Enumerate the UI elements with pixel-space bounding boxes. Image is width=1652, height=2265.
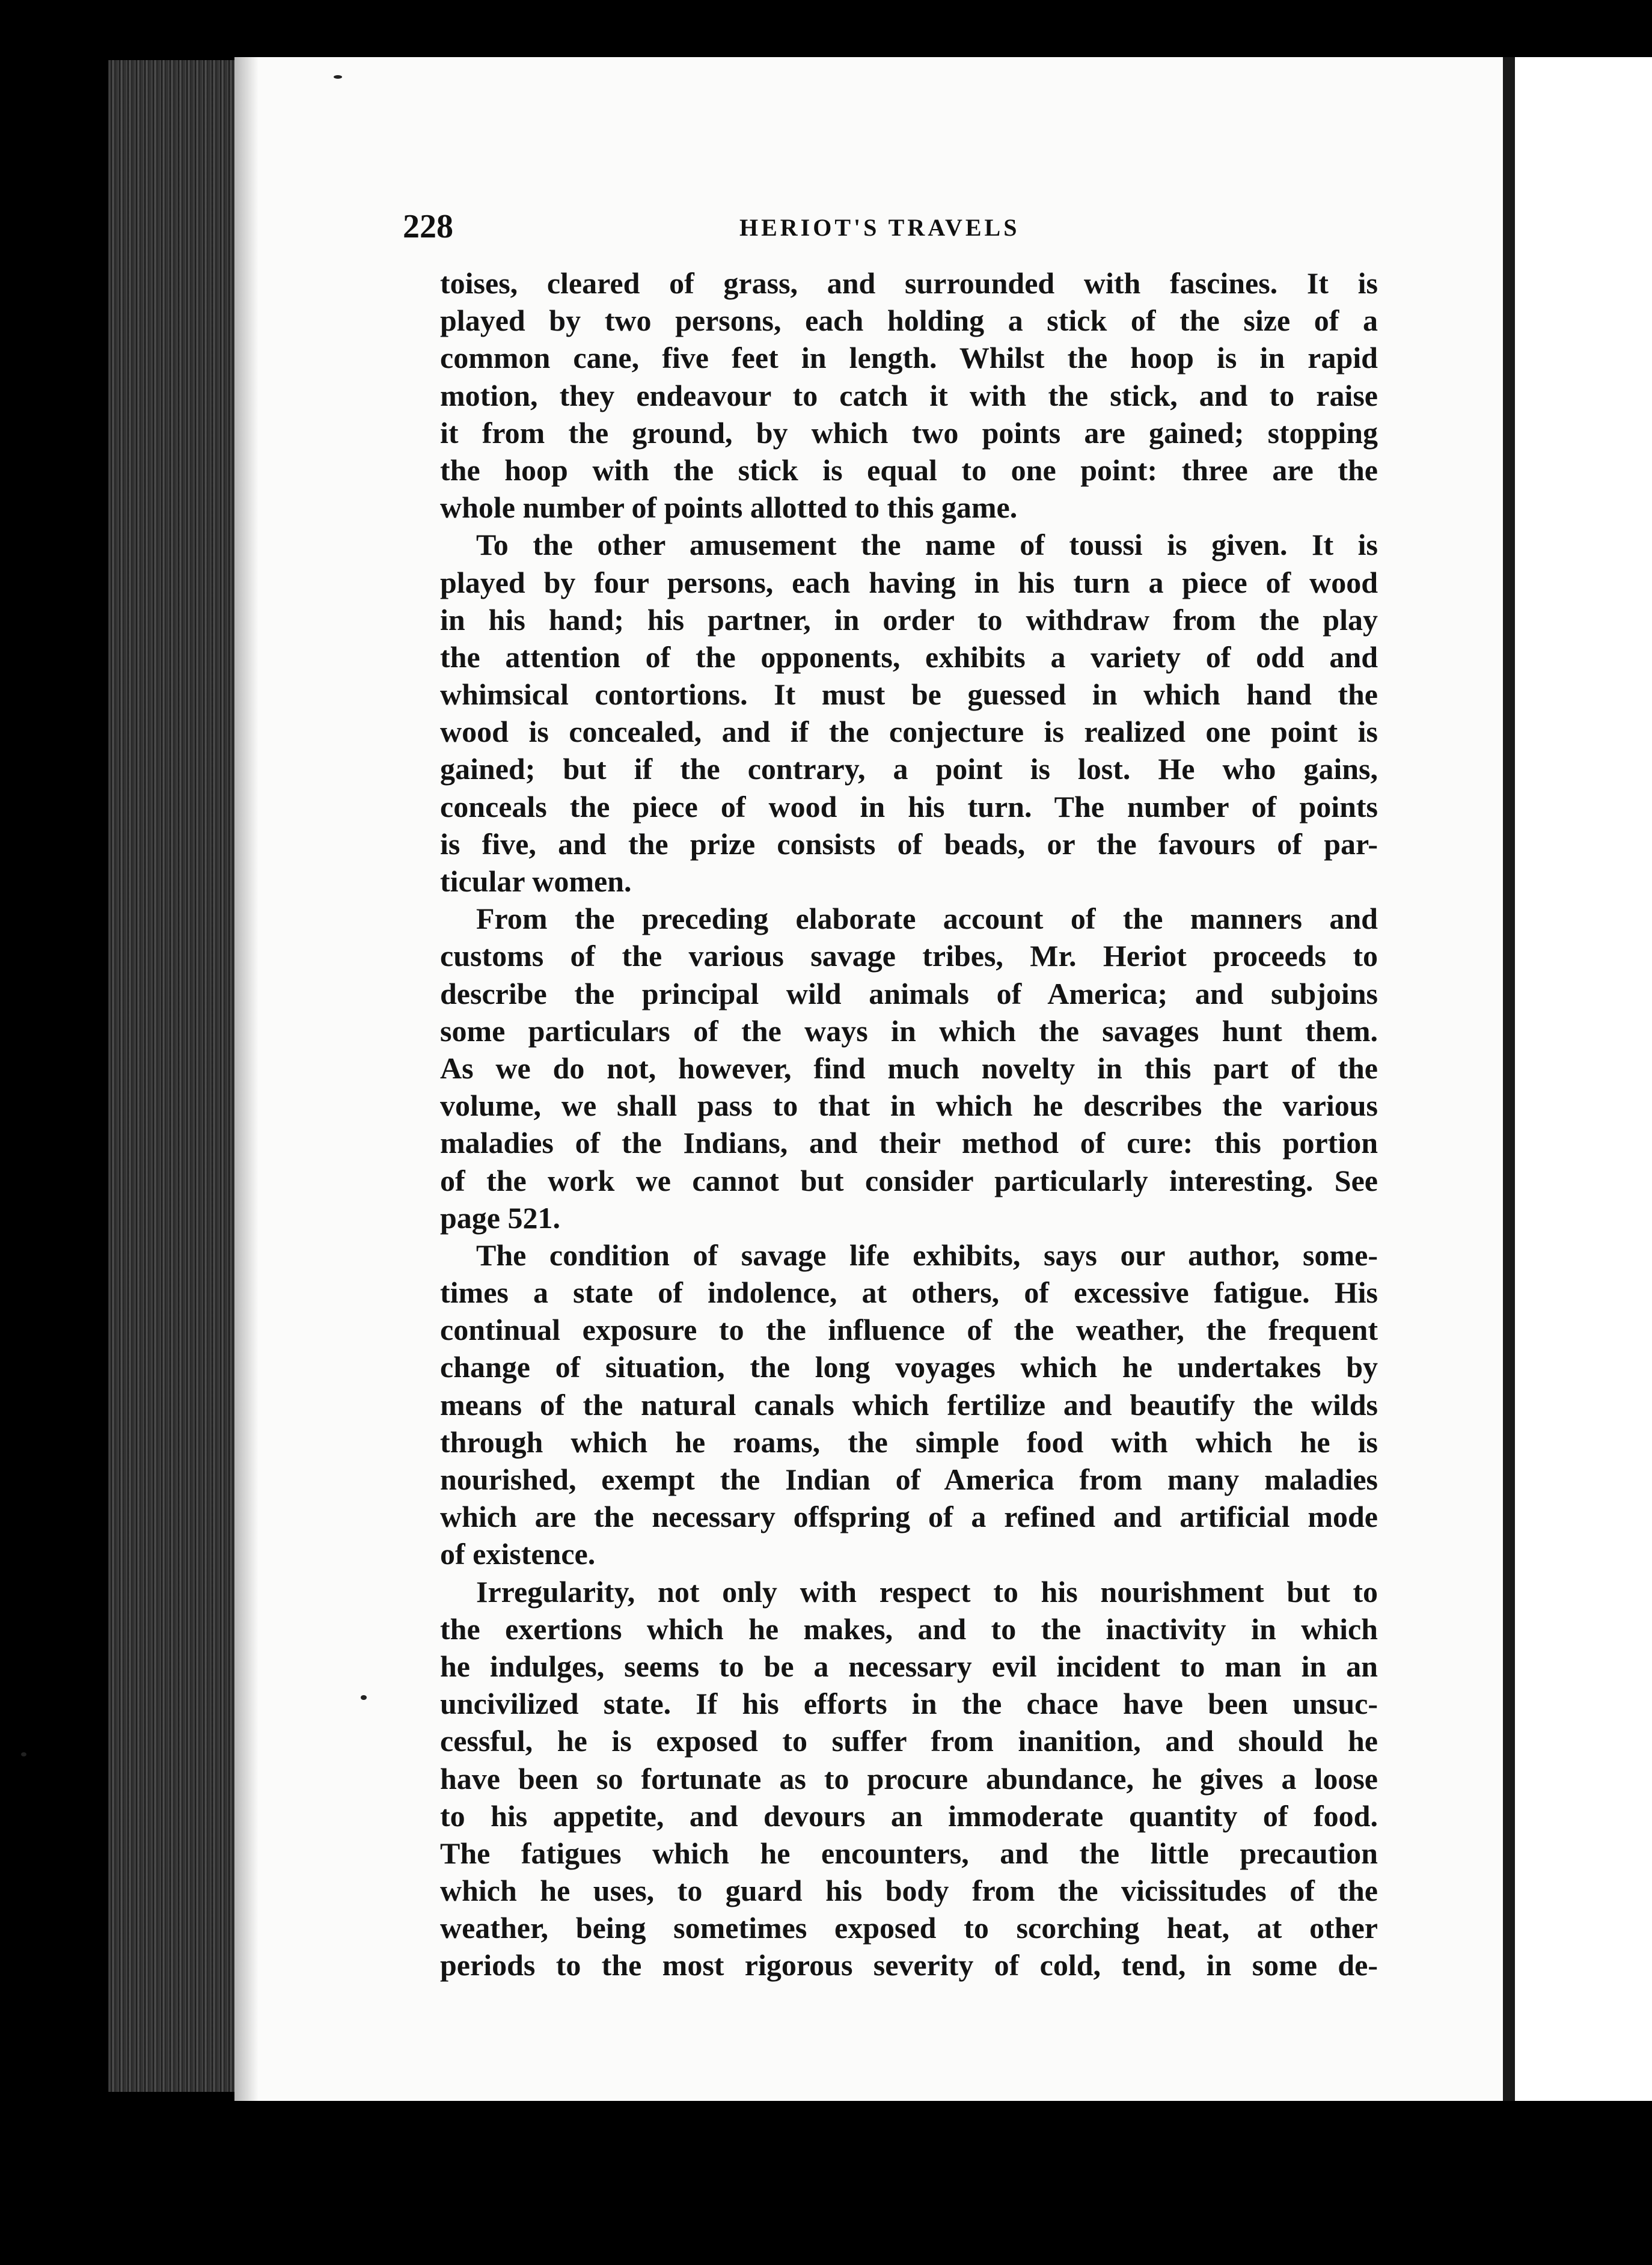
text-line: gained; but if the contrary, a point is lost. He who gains, (440, 752, 1378, 786)
text-line: To the other amusement the name of toussi is given. It is (476, 528, 1378, 562)
text-line: ticular women. (440, 864, 632, 898)
text-line: played by two persons, each holding a stick of the size of a (440, 304, 1378, 338)
text-line: customs of the various savage tribes, Mr. Heriot proceeds to (440, 939, 1378, 973)
text-line: which are the necessary offspring of a refined and artificial mode (440, 1500, 1378, 1534)
text-line: conceals the piece of wood in his turn. The number of points (440, 789, 1378, 824)
text-line: is five, and the prize consists of beads, or the favours of par- (440, 827, 1378, 861)
next-page-leaf (1515, 57, 1652, 2101)
text-line: whole number of points allotted to this game. (440, 491, 1018, 525)
text-line: of the work we cannot but consider particularly interesting. See (440, 1163, 1378, 1197)
text-line: motion, they endeavour to catch it with the stick, and to raise (440, 378, 1378, 412)
text-line: describe the principal wild animals of America; and subjoins (440, 976, 1378, 1010)
text-line: to his appetite, and devours an immoderate quantity of food. (440, 1799, 1378, 1833)
text-line: means of the natural canals which fertilize and beautify the wilds (440, 1387, 1378, 1422)
text-line: whimsical contortions. It must be guessed in which hand the (440, 677, 1378, 712)
page-gutter-shadow (234, 57, 259, 2101)
text-line: volume, we shall pass to that in which he describes the various (440, 1089, 1378, 1123)
text-line: nourished, exempt the Indian of America from many maladies (440, 1463, 1378, 1496)
running-title: HERIOT'S TRAVELS (739, 214, 1020, 241)
text-line: As we do not, however, find much novelty in this part of the (440, 1051, 1378, 1085)
text-line: have been so fortunate as to procure abundance, he gives a loose (440, 1761, 1378, 1796)
running-head (403, 207, 1389, 261)
text-line: the exertions which he makes, and to the inactivity in which (440, 1612, 1378, 1646)
body-text (440, 264, 1378, 1984)
text-line: he indulges, seems to be a necessary evil incident to man in an (440, 1649, 1378, 1683)
text-line: change of situation, the long voyages which he undertakes by (440, 1350, 1378, 1384)
ink-speck (361, 1695, 367, 1700)
text-line: cessful, he is exposed to suffer from inanition, and should he (440, 1724, 1378, 1758)
text-line: wood is concealed, and if the conjecture is realized one point is (440, 715, 1378, 749)
text-line: times a state of indolence, at others, of excessive fatigue. His (440, 1276, 1378, 1310)
page-edge-border (1503, 57, 1516, 2101)
text-line: the hoop with the stick is equal to one point: three are the (440, 453, 1378, 487)
text-line: maladies of the Indians, and their method of cure: this portion (440, 1126, 1378, 1160)
text-line: The fatigues which he encounters, and the little precaution (440, 1836, 1378, 1870)
text-line: of existence. (440, 1537, 596, 1571)
text-line: it from the ground, by which two points are gained; stopping (440, 415, 1378, 450)
text-line: through which he roams, the simple food with which he is (440, 1425, 1378, 1459)
text-line: in his hand; his partner, in order to withdraw from the play (440, 602, 1378, 637)
text-line: played by four persons, each having in his turn a piece of wood (440, 565, 1378, 599)
text-line: the attention of the opponents, exhibits a variety of odd and (440, 640, 1378, 674)
ink-speck (334, 75, 342, 79)
text-line: continual exposure to the influence of the weather, the frequent (440, 1313, 1378, 1347)
text-line: common cane, five feet in length. Whilst the hoop is in rapid (440, 341, 1378, 375)
page-number: 228 (403, 208, 453, 245)
text-line: weather, being sometimes exposed to scorching heat, at other (440, 1911, 1378, 1945)
text-line: uncivilized state. If his efforts in the chace have been unsuc- (440, 1687, 1378, 1721)
text-line: periods to the most rigorous severity of cold, tend, in some de- (440, 1948, 1378, 1982)
text-line: which he uses, to guard his body from the vicissitudes of the (440, 1874, 1378, 1908)
text-line: Irregularity, not only with respect to his nourishment but to (476, 1574, 1378, 1609)
text-line: From the preceding elaborate account of the manners and (476, 902, 1378, 936)
text-line: toises, cleared of grass, and surrounded with fascines. It is (440, 266, 1378, 300)
text-line: some particulars of the ways in which the savages hunt them. (440, 1013, 1378, 1048)
text-line: The condition of savage life exhibits, says our author, some- (476, 1238, 1378, 1272)
ink-speck (21, 1752, 26, 1756)
text-line: page 521. (440, 1200, 560, 1235)
